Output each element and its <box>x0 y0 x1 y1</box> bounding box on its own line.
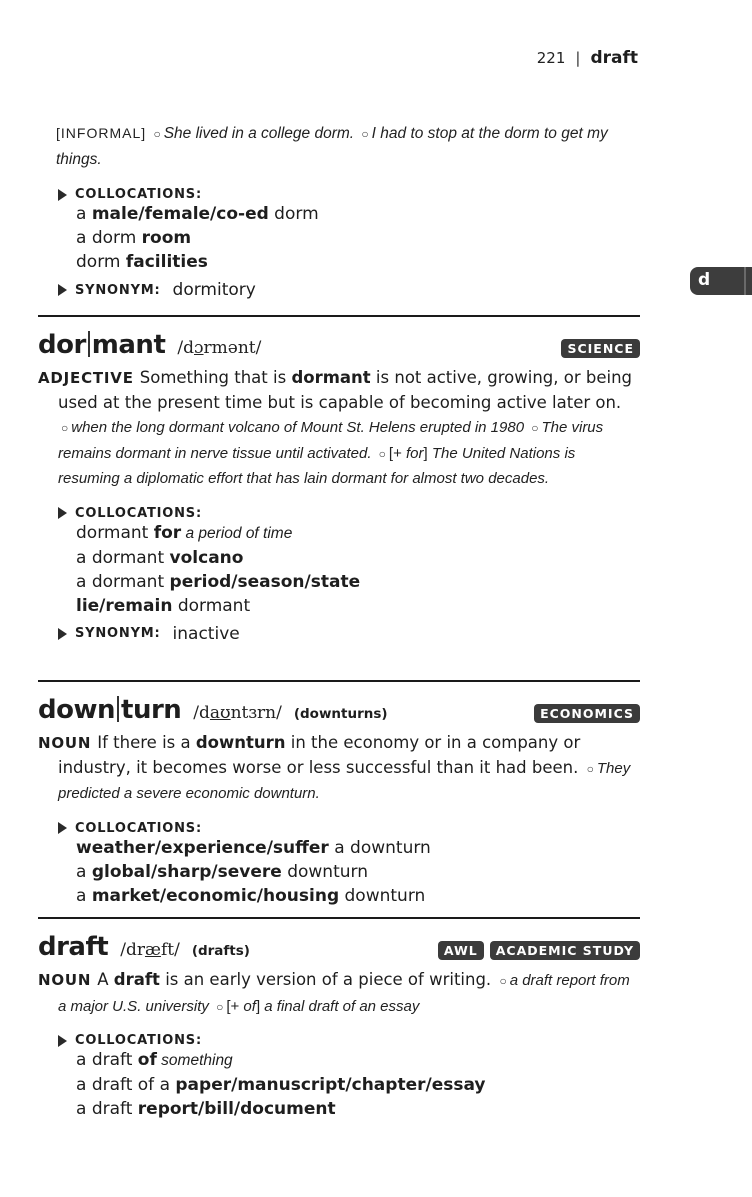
synonym-heading <box>58 280 640 300</box>
running-head <box>537 48 638 68</box>
entry-divider <box>38 917 640 919</box>
collocation-item: a draft report/bill/document <box>76 1099 336 1119</box>
definition: ADJECTIVE Something that is dormant is not active, growing, or being used at the present time but is capable of becoming active later on. ○ when the long dormant volcano of Mount St. Helens erupted in 1980 ○ The virus remains dormant in nerve tissue until activated. ○ [+ for] The United Nations is resuming a diplomatic effort that has lain dormant for almost two decades. <box>38 368 633 487</box>
collocation-item: lie/remain dormant <box>76 595 251 616</box>
collocation-item: a dormant volcano <box>76 547 244 568</box>
entry-dormant <box>38 330 640 644</box>
definition: NOUN If there is a downturn in the economy or in a company or industry, it becomes worse or less successful than it had been. ○ They predicted a severe economic downturn. <box>38 733 631 802</box>
entry-header <box>38 695 640 725</box>
example-text: I had to stop at the dorm to get my things. <box>56 125 608 168</box>
entry-header <box>38 330 640 360</box>
example-bullet-icon: ○ <box>61 421 69 435</box>
register-label: [INFORMAL] <box>56 125 147 141</box>
syllable-divider <box>117 696 119 722</box>
subject-badge: ACADEMIC STUDY <box>490 941 640 960</box>
collocation-list <box>58 1048 640 1121</box>
entry-divider <box>38 315 640 317</box>
thumb-tab-letter: d <box>698 270 711 290</box>
example-bullet-icon: ○ <box>216 999 224 1014</box>
subject-badge: ECONOMICS <box>534 704 640 723</box>
pronunciation: /daʊntɜrn/ <box>193 703 282 723</box>
subject-badges <box>438 941 640 960</box>
collocations-heading <box>58 506 640 521</box>
collocations-label: COLLOCATIONS: <box>75 505 202 521</box>
guide-word: draft <box>590 48 638 68</box>
entry-draft <box>38 932 640 1121</box>
inflection: (downturns) <box>293 706 388 722</box>
synonym-label: SYNONYM: <box>75 626 161 641</box>
continued-examples <box>38 120 640 173</box>
subject-badges <box>561 339 640 358</box>
example-bullet-icon: ○ <box>586 761 594 776</box>
collocation-item: weather/experience/suffer a downturn <box>76 837 431 858</box>
continued-entry <box>38 120 640 300</box>
collocation-item: a global/sharp/severe downturn <box>76 861 368 882</box>
example-text: ○ a draft report from a major U.S. university ○ [+ of] a final draft of an essay <box>58 972 630 1015</box>
headword: draft <box>38 932 109 962</box>
collocations-heading <box>58 821 640 836</box>
triangle-bullet-icon <box>58 628 67 640</box>
collocation-item: a male/female/co-ed dorm <box>76 204 319 224</box>
collocation-item: dorm facilities <box>76 252 208 272</box>
thumb-index-tab <box>690 267 752 295</box>
part-of-speech: NOUN <box>38 971 92 989</box>
collocation-item: a draft of something <box>76 1050 233 1070</box>
example-bullet-icon: ○ <box>531 421 539 435</box>
collocations-section <box>38 506 640 644</box>
collocation-item: a market/economic/housing downturn <box>76 885 426 906</box>
headword: down turn <box>38 695 182 725</box>
synonym-value: dormitory <box>172 280 256 300</box>
syllable-divider <box>88 331 90 357</box>
page-number: 221 <box>536 49 566 67</box>
collocation-list <box>58 836 640 908</box>
synonym-value: inactive <box>172 623 240 644</box>
collocation-list <box>58 521 640 618</box>
subject-badge: SCIENCE <box>561 339 640 358</box>
awl-badge: AWL <box>438 941 484 960</box>
triangle-bullet-icon <box>58 284 67 296</box>
collocation-item: dormant for a period of time <box>76 522 293 543</box>
collocation-item: a draft of a paper/manuscript/chapter/essay <box>76 1075 486 1095</box>
collocation-item: a dormant period/season/state <box>76 571 361 592</box>
collocation-list <box>58 202 640 274</box>
collocations-label: COLLOCATIONS: <box>75 187 202 202</box>
pronunciation: /dɔrmənt/ <box>177 338 262 358</box>
pronunciation: /dræft/ <box>120 940 180 960</box>
entry-divider <box>38 680 640 682</box>
collocations-section <box>38 1033 640 1121</box>
entry-downturn <box>38 695 640 908</box>
part-of-speech: NOUN <box>38 734 92 752</box>
example-bullet-icon: ○ <box>361 127 369 141</box>
triangle-bullet-icon <box>58 507 67 519</box>
synonym-label: SYNONYM: <box>75 282 161 298</box>
example-text: ○ They predicted a severe economic downturn. <box>58 759 631 802</box>
collocations-section <box>38 187 640 300</box>
subject-badges <box>534 704 640 723</box>
definition: NOUN A draft is an early version of a piece of writing. ○ a draft report from a major U.S. university ○ [+ of] a final draft of an essay <box>38 970 630 1015</box>
collocations-label: COLLOCATIONS: <box>75 820 202 836</box>
triangle-bullet-icon <box>58 189 67 201</box>
triangle-bullet-icon <box>58 1035 67 1047</box>
example-bullet-icon: ○ <box>153 127 161 141</box>
collocations-section <box>38 821 640 908</box>
headword: dor mant <box>38 330 166 360</box>
collocations-label: COLLOCATIONS: <box>75 1033 202 1048</box>
entry-header <box>38 932 640 962</box>
part-of-speech: ADJECTIVE <box>38 369 134 387</box>
inflection: (drafts) <box>191 943 250 959</box>
collocations-heading <box>58 1033 640 1048</box>
example-text: She lived in a college dorm. <box>163 125 355 142</box>
running-head-separator: | <box>575 49 581 67</box>
triangle-bullet-icon <box>58 822 67 834</box>
example-text: ○ when the long dormant volcano of Mount St. Helens erupted in 1980 ○ The virus remains dormant in nerve tissue until activated. ○ [+ for] The United Nations is resuming a diplomatic effort that has lain dormant for almost two decades. <box>58 419 604 487</box>
example-bullet-icon: ○ <box>378 446 386 461</box>
collocation-item: a dorm room <box>76 228 192 248</box>
collocations-heading <box>58 187 640 202</box>
example-bullet-icon: ○ <box>499 974 507 988</box>
synonym-heading <box>58 624 640 644</box>
